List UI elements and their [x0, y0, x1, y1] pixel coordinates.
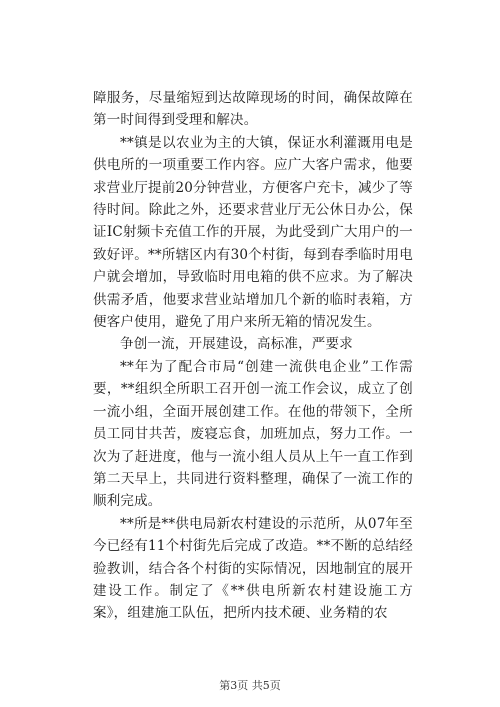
paragraph: **年为了配合市局“创建一流供电企业”工作需要，**组织全所职工召开创一流工作会议，成立了创一流小组，全面开展创建工作。在他的带领下，全所员工同甘共苦，废寝忘食，加班加点，努力工作。一次为了赶进度，他与一流小组人员从上午一直工作到第二天早上，共同进行资料整理，确保了一流工作的顺利完成。 — [93, 358, 413, 510]
page-footer: 第3页 共5页 — [219, 679, 281, 692]
section-heading: 争创一流，开展建设，高标准，严要求 — [120, 336, 353, 353]
paragraph: **所是**供电局新农村建设的示范所，从07年至今已经有11个村街先后完成了改造。**不断的总结经验教训，结合各个村街的实际情况，因地制宜的展开建设工作。制定了《**供电所新农村建设施工方案》，组建施工队伍，把所内技术硬、业务精的农 — [93, 515, 413, 622]
paragraph: **镇是以农业为主的大镇，保证水利灌溉用电是供电所的一项重要工作内容。应广大客户需求，他要求营业厅提前20分钟营业，方便客户充卡，减少了等待时间。除此之外，还要求营业厅无公休日办公，保证IC射频卡充值工作的开展，为此受到广大用户的一致好评。**所辖区内有30个村街，每到春季临时用电户就会增加，导致临时用电箱的供不应求。为了解决供需矛盾，他要求营业站增加几个新的临时表箱，方便客户使用，避免了用户来所无箱的情况发生。 — [93, 134, 413, 331]
paragraph: 障服务，尽量缩短到达故障现场的时间，确保故障在第一时间得到受理和解决。 — [93, 90, 413, 129]
document-body — [93, 87, 413, 625]
